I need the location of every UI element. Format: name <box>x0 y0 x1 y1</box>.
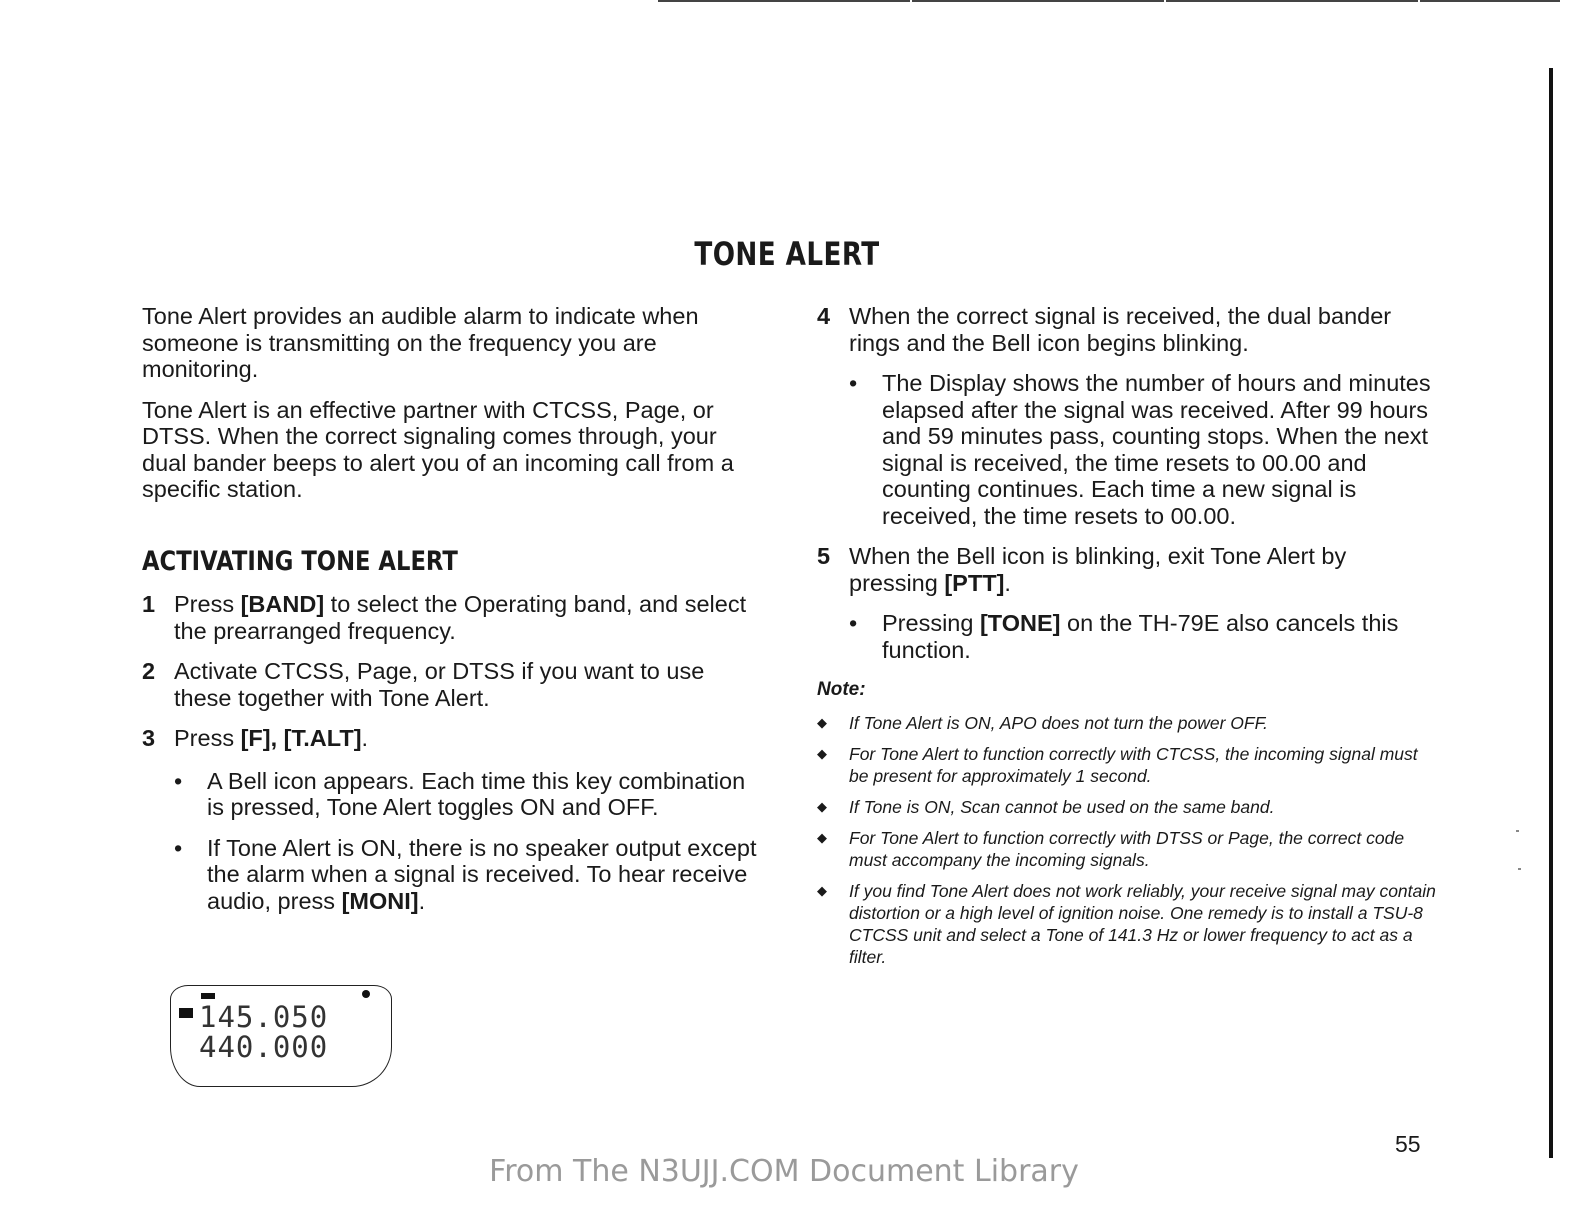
step-text <box>849 543 1437 596</box>
bullet-item <box>174 768 762 821</box>
bullet-list <box>142 768 762 915</box>
step-item <box>817 303 1437 356</box>
bullet-text-part: on the TH-79E also cancels this function. <box>882 610 1399 663</box>
scan-speck <box>1518 868 1521 870</box>
lcd-frequency-b: 440.000 <box>199 1030 329 1064</box>
bullet-item <box>849 610 1437 663</box>
step-text-part: to select the Operating band, and select the prearranged frequency. <box>174 591 747 644</box>
note-item <box>817 743 1437 787</box>
step-number: 1 <box>142 591 156 617</box>
note-text: If you find Tone Alert does not work reliably, your receive signal may contain distortion or a high level of ignition noise. One remedy is to install a TSU-8 CTCSS unit and select a Tone of 141.3 Hz or lower frequency to act as a filter. <box>849 880 1436 967</box>
note-item <box>817 712 1437 734</box>
note-item <box>817 796 1437 818</box>
top-rule <box>1420 0 1560 2</box>
diamond-bullet-icon: ◆ <box>817 798 827 814</box>
bullet-text-part: If Tone Alert is ON, there is no speaker output except the alarm when a signal is received. To hear receive audio, press <box>207 834 757 914</box>
step-text: When the correct signal is received, the dual bander rings and the Bell icon begins blinking. <box>849 303 1392 356</box>
step-number: 5 <box>817 543 831 569</box>
step-text-part: . <box>1004 569 1011 596</box>
bullet-text <box>207 835 762 915</box>
key-label: [PTT] <box>944 569 1005 596</box>
step-text-part: Press <box>174 725 241 751</box>
key-label: [TONE] <box>979 610 1061 636</box>
lcd-display-illustration <box>170 985 392 1087</box>
notes-list <box>817 712 1437 968</box>
step-text-part: . <box>361 725 369 751</box>
bullet-list <box>817 370 1437 529</box>
right-column <box>817 303 1437 977</box>
top-rule <box>1166 0 1418 2</box>
lcd-frequency-a: 145.050 <box>199 1000 329 1034</box>
note-item <box>817 827 1437 871</box>
bullet-text: The Display shows the number of hours and minutes elapsed after the signal was received. After 99 hours and 59 minutes pass, counting stops. When the next signal is received, the time resets to 00.00 and counting continues. Each time a new signal is received, the time resets to 00.00. <box>882 370 1431 529</box>
step-text-part: Press <box>174 591 241 617</box>
bullet-icon: • <box>849 610 858 636</box>
bullet-list <box>817 610 1437 663</box>
intro-paragraph: Tone Alert is an effective partner with CTCSS, Page, or DTSS. When the correct signaling comes through, your dual bander beeps to alert you of an incoming call from a specific station. <box>142 396 734 502</box>
footer-watermark: From The N3UJJ.COM Document Library <box>489 1154 1079 1189</box>
bullet-icon: • <box>849 370 858 396</box>
left-column <box>142 303 762 928</box>
step-text <box>174 591 762 644</box>
step-number: 4 <box>817 303 831 329</box>
page-edge-bar <box>1549 68 1553 1158</box>
step-number: 3 <box>142 725 156 751</box>
bullet-icon: • <box>174 767 183 794</box>
bullet-text: A Bell icon appears. Each time this key combination is pressed, Tone Alert toggles ON and OFF. <box>207 767 746 820</box>
bullet-icon: • <box>174 834 183 861</box>
diamond-bullet-icon: ◆ <box>817 829 827 845</box>
step-number: 2 <box>142 658 156 684</box>
intro-paragraph: Tone Alert provides an audible alarm to indicate when someone is transmitting on the frequency you are monitoring. <box>142 303 699 382</box>
note-text: If Tone Alert is ON, APO does not turn the power OFF. <box>849 712 1268 733</box>
key-label: [MONI] <box>341 887 419 914</box>
note-text: For Tone Alert to function correctly with CTCSS, the incoming signal must be present for approximately 1 second. <box>849 743 1418 786</box>
section-heading: ACTIVATING TONE ALERT <box>142 545 458 577</box>
diamond-bullet-icon: ◆ <box>817 714 827 730</box>
page-number: 55 <box>1395 1131 1421 1157</box>
step-text-part: When the Bell icon is blinking, exit Tone Alert by pressing <box>849 543 1347 596</box>
key-label: [F], [T.ALT] <box>240 725 362 751</box>
page-title: TONE ALERT <box>694 235 880 273</box>
step-item <box>817 543 1437 596</box>
bullet-text <box>882 610 1437 663</box>
key-label: [BAND] <box>240 591 325 617</box>
top-rule <box>658 0 910 2</box>
note-text: If Tone is ON, Scan cannot be used on the same band. <box>849 796 1275 817</box>
note-item <box>817 880 1437 968</box>
step-item <box>142 725 762 752</box>
diamond-bullet-icon: ◆ <box>817 745 827 761</box>
step-item <box>142 658 762 711</box>
bullet-item <box>174 835 762 915</box>
diamond-bullet-icon: ◆ <box>817 882 827 898</box>
top-rule <box>912 0 1164 2</box>
bullet-text-part: Pressing <box>882 610 980 636</box>
bell-segment-icon <box>201 993 215 999</box>
bullet-item <box>849 370 1437 529</box>
step-text: Activate CTCSS, Page, or DTSS if you want to use these together with Tone Alert. <box>174 658 705 711</box>
step-text <box>174 725 762 752</box>
battery-icon <box>179 1008 193 1018</box>
bullet-text-part: . <box>418 887 426 914</box>
step-item <box>142 591 762 644</box>
scan-speck <box>1516 830 1519 832</box>
bell-icon <box>362 990 370 998</box>
note-text: For Tone Alert to function correctly with DTSS or Page, the correct code must accompany the incoming signals. <box>849 827 1405 870</box>
note-label: Note: <box>817 679 866 700</box>
